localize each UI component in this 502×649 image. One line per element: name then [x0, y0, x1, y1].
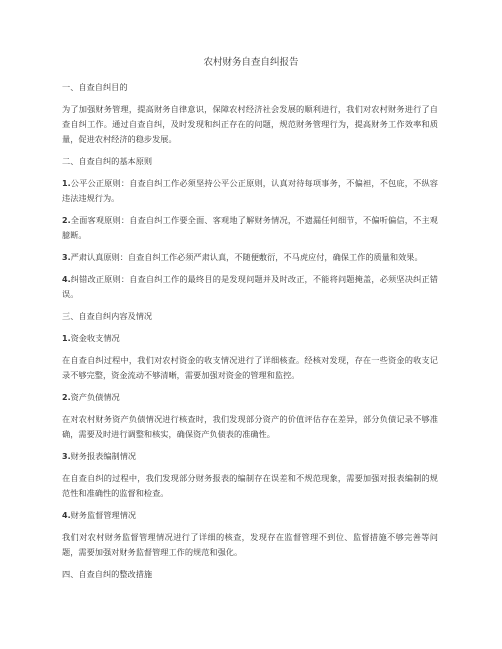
content-item-title [62, 331, 438, 346]
section-paragraph-purpose: 为了加强财务管理，提高财务自律意识，保障农村经济社会发展的顺利进行，我们对农村财务进行了自查自纠工作。通过自查自纠，及时发现和纠正存在的问题，规范财务管理行为，提高财务工作效率和质量，促进农村经济的稳步发展。 [62, 104, 438, 144]
principle-item [62, 213, 438, 243]
content-item-title-text: 财务监督管理情况 [70, 510, 137, 520]
principle-number: 4. [62, 275, 71, 284]
principle-number: 2. [62, 216, 71, 225]
content-item-number: 4. [62, 511, 71, 520]
section-heading-purpose: 一、自查自纠目的 [62, 82, 128, 92]
content-item-title [62, 449, 438, 464]
content-item-number: 1. [62, 334, 71, 343]
principle-text: 纠错改正原则：自查自纠工作的最终目的是发现问题并及时改正，不能将问题掩盖，必须坚决纠正错误。 [62, 274, 438, 299]
content-item-number: 2. [62, 393, 71, 402]
content-item-number: 3. [62, 452, 71, 461]
content-item-title-text: 财务报表编制情况 [70, 451, 137, 461]
section-heading-content: 三、自查自纠内容及情况 [62, 311, 153, 321]
content-item-paragraph: 在对农村财务资产负债情况进行核查时，我们发现部分资产的价值评估存在差异，部分负债记录不够准确，需要及时进行调整和核实，确保资产负债表的准确性。 [62, 414, 438, 439]
content-item-title [62, 508, 438, 523]
content-item-title [62, 390, 438, 405]
document-title: 农村财务自查自纠报告 [203, 57, 299, 68]
principle-number: 3. [62, 253, 71, 262]
content-item-paragraph: 我们对农村财务监督管理情况进行了详细的核查，发现存在监督管理不到位、监督措施不够完善等问题，需要加强对财务监督管理工作的规范和强化。 [62, 532, 438, 557]
content-item-paragraph: 在自查自纠过程中，我们对农村资金的收支情况进行了详细核查。经核对发现，存在一些资金的收支记录不够完整，资金流动不够清晰，需要加强对资金的管理和监控。 [62, 355, 438, 380]
section-heading-rectification: 四、自查自纠的整改措施 [62, 569, 153, 579]
principle-item [62, 250, 438, 265]
principle-number: 1. [62, 179, 71, 188]
principle-text: 全面客观原则：自查自纠工作要全面、客观地了解财务情况，不遗漏任何细节，不偏听偏信，不主观臆断。 [62, 215, 438, 240]
principle-item [62, 272, 438, 302]
principle-text: 严肃认真原则：自查自纠工作必须严肃认真，不随便敷衍，不马虎应付，确保工作的质量和效果。 [70, 252, 423, 262]
principle-text: 公平公正原则：自查自纠工作必须坚持公平公正原则，认真对待每项事务，不偏袒，不包庇，不纵容违法违规行为。 [62, 178, 438, 203]
section-heading-principles: 二、自查自纠的基本原则 [62, 156, 153, 166]
content-item-paragraph: 在自查自纠的过程中，我们发现部分财务报表的编制存在误差和不规范现象，需要加强对报表编制的规范性和准确性的监督和检查。 [62, 473, 438, 498]
content-item-title-text: 资产负债情况 [70, 392, 120, 402]
principle-item [62, 176, 438, 206]
document-body [62, 80, 438, 589]
content-item-title-text: 资金收支情况 [70, 333, 120, 343]
